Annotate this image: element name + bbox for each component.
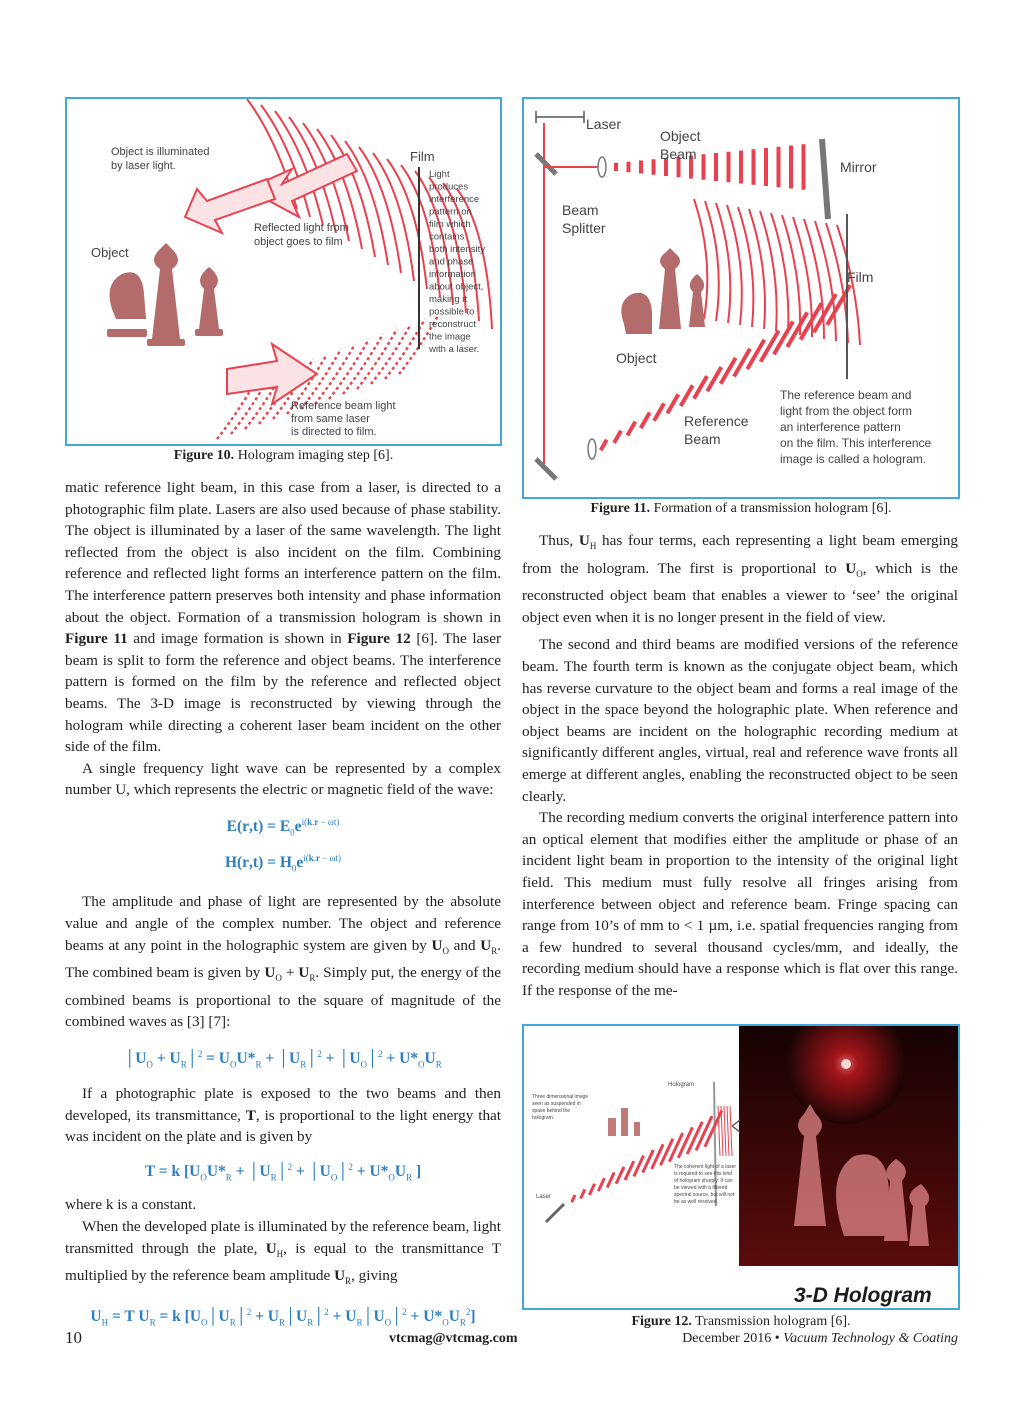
object-beam-stripe bbox=[614, 163, 618, 171]
note-line: The reference beam and bbox=[780, 388, 912, 402]
note-line: Light bbox=[429, 169, 450, 180]
fig10-label-object: Object bbox=[91, 245, 129, 260]
fig12-label-hologram: Hologram bbox=[668, 1082, 695, 1088]
object-beam-stripe bbox=[714, 153, 718, 181]
right-paragraph-1: Thus, $U_H$ has four terms, each representing a light beam emerging from the hologram. The first is proportional to $U_O$, which is the reconstructed object beam that enables a viewer to ‘see’ the original object even when it is no longer present in the field of view. bbox=[522, 532, 958, 626]
reference-beam-stripe bbox=[719, 357, 737, 385]
object-beam-stripe bbox=[764, 148, 768, 186]
reference-beam-stripe bbox=[692, 375, 708, 400]
reference-beam-stripe bbox=[652, 402, 665, 421]
object-beam-stripe bbox=[727, 152, 731, 183]
note-line: space behind the bbox=[532, 1108, 571, 1114]
figure-10-caption: Figure 10. Hologram imaging step [6]. bbox=[173, 448, 394, 463]
left-paragraph-2: A single frequency light wave can be represented by a complex number U, which represents the electric or magnetic field of the wave: bbox=[65, 759, 501, 799]
note-line: film which bbox=[429, 219, 471, 230]
bottom-mirror bbox=[536, 459, 556, 479]
reference-wave bbox=[357, 329, 397, 389]
reference-wave bbox=[329, 339, 369, 399]
left-paragraph-6: When the developed plate is illuminated by the reference beam, light transmitted through the plate, $U_H$, is equal to the transmittance T multiplied by the reference beam amplitude $U_R$, giving bbox=[65, 1217, 501, 1287]
object-beam-stripe bbox=[789, 146, 793, 189]
left-paragraph-5: where k is a constant. bbox=[65, 1196, 197, 1214]
fig11-label-mirror: Mirror bbox=[840, 159, 877, 175]
reference-wave bbox=[371, 324, 411, 384]
object-beam-stripe bbox=[639, 161, 643, 174]
fig10-label-reflected-2: object goes to film bbox=[254, 236, 343, 248]
footer-email[interactable]: vtcmag@vtcmag.com bbox=[389, 1331, 518, 1346]
reference-beam-stripe bbox=[666, 393, 680, 414]
right-paragraph-2: The second and third beams are modified versions of the reference beam. The fourth term is known as the conjugate object beam, which has reverse curvature to the object beam and forms a real image of the object in the space beyond the holographic plate. When reference and object beams are incident on the holographic recording medium at significantly different angles, virtual, real and reference wave fronts all emerge at different angles, enabling the reconstructed object to be seen clearly. bbox=[522, 636, 958, 805]
note-line: on the film. This interference bbox=[780, 436, 932, 450]
note-line: with a laser. bbox=[429, 344, 480, 355]
fig10-label-reference-1: Reference beam light bbox=[291, 400, 396, 412]
note-line: hologram. bbox=[532, 1115, 555, 1121]
note-line: of hologram sharply. It can bbox=[674, 1178, 733, 1184]
fig11-label-object-beam-1: Object bbox=[660, 128, 701, 144]
beam-splitter bbox=[536, 154, 556, 174]
object-beam-stripe bbox=[627, 162, 631, 173]
equation-transmittance: T = k [$U_OU*_R$ + $│U_R│^2$ + $│U_O│^2 + U*_OU_R$ ] bbox=[144, 1162, 422, 1183]
lens-bottom bbox=[588, 439, 596, 459]
reference-beam-stripe bbox=[679, 384, 694, 407]
note-line: about object, bbox=[429, 281, 484, 293]
fig10-label-reference-3: is directed to film. bbox=[291, 426, 377, 438]
lens-top bbox=[598, 157, 606, 177]
fig11-label-beam-splitter-1: Beam bbox=[562, 202, 599, 218]
object-beam-stripe bbox=[702, 154, 706, 180]
fig12-title: 3-D Hologram bbox=[794, 1284, 932, 1307]
fig10-label-reflected-1: Reflected light from bbox=[254, 222, 349, 234]
note-line: light from the object form bbox=[780, 404, 913, 418]
reference-beam-stripe bbox=[599, 439, 608, 451]
figure-11-caption: Figure 11. Formation of a transmission hologram [6]. bbox=[590, 501, 892, 516]
note-line: seen as suspended in bbox=[532, 1101, 581, 1107]
fig10-label-illum-2: by laser light. bbox=[111, 160, 176, 172]
top-mirror bbox=[822, 139, 828, 219]
note-line: and phase bbox=[429, 256, 474, 268]
equation-uh: $U_H = T$ $U_R = k$ [$U_O│U_R│^2$ + $U_R│U_R│^2$ + $U_R│U_O│^2 + U*_OU_R^2$] bbox=[90, 1306, 476, 1327]
note-line: is required to see this kind bbox=[674, 1171, 733, 1177]
equation-e-field: $E(r,t) = E_0e^{i(k.r - \omega t)}$ bbox=[226, 816, 340, 838]
fig11-label-laser: Laser bbox=[586, 116, 622, 132]
note-line: spectral source, but will not bbox=[674, 1192, 735, 1198]
note-line: reconstruct bbox=[429, 319, 476, 330]
note-line: both intensity bbox=[429, 244, 485, 255]
note-line: making it bbox=[429, 294, 468, 305]
fig10-label-reference-2: from same laser bbox=[291, 413, 370, 425]
fig12-label-laser: Laser bbox=[536, 1194, 552, 1200]
figure-12-caption: Figure 12. Transmission hologram [6]. bbox=[631, 1314, 851, 1329]
left-paragraph-3: The amplitude and phase of light are represented by the absolute value and angle of the complex number. The object and reference beams at any point in the holographic system are given by $U_O$ and $U_R$. The combined beam is given by $U_O + U_R$. Simply put, the energy of the combined beams is proportional to the square of magnitude of the combined waves as [3] [7]: bbox=[65, 893, 501, 1031]
fig11-label-beam-splitter-2: Splitter bbox=[562, 220, 606, 236]
figure-12 bbox=[522, 1024, 960, 1310]
note-line: be as well resolved. bbox=[674, 1199, 718, 1205]
fig11-label-reference-1: Reference bbox=[684, 413, 749, 429]
laser-housing bbox=[536, 111, 584, 123]
reference-beam-stripe bbox=[706, 366, 723, 392]
object-beam-stripe bbox=[652, 159, 656, 175]
footer-issue: December 2016 • Vacuum Technology & Coating bbox=[682, 1331, 958, 1346]
figure-10 bbox=[65, 97, 502, 446]
note-line: Three dimensional image bbox=[532, 1094, 589, 1100]
reference-wave bbox=[343, 334, 383, 394]
left-column bbox=[65, 477, 501, 1335]
arrow-reference bbox=[227, 344, 317, 404]
note-line: contains bbox=[429, 231, 465, 243]
left-paragraph-1: matic reference light beam, in this case from a laser, is directed to a photographic film plate. Lasers are also used because of phase stability. The object is illuminated by a laser of the same wavelength. The light reflected from the object is also incident on the film. Combining reference and reflected light forms an interference pattern on the film. The interference pattern preserves both intensity and phase information about the object. Formation of a transmission hologram is shown in Figure 11 and image formation is shown in Figure 12 [6]. The laser beam is split to form the reference and object beams. The interference pattern is formed on the film by the reference and reflected object beams. The 3-D image is reconstructed by viewing through the hologram while directing a coherent laser beam incident on the other side of the film. bbox=[65, 479, 502, 756]
figure-11 bbox=[522, 97, 960, 499]
fig11-label-reference-2: Beam bbox=[684, 431, 721, 447]
note-line: produces bbox=[429, 181, 469, 193]
object-beam-stripe bbox=[752, 149, 756, 185]
fig10-label-film: Film bbox=[410, 149, 435, 164]
note-line: information bbox=[429, 269, 476, 280]
object-beam-stripe bbox=[802, 144, 806, 190]
note-line: interference bbox=[429, 194, 480, 205]
note-line: possible to bbox=[429, 306, 475, 318]
fig11-note bbox=[780, 388, 932, 466]
fig11-label-object: Object bbox=[616, 350, 657, 366]
note-line: an interference pattern bbox=[780, 420, 901, 434]
note-line: image is called a hologram. bbox=[780, 452, 927, 466]
reference-beam-stripe bbox=[612, 430, 622, 444]
object-beam-stripe bbox=[777, 147, 781, 188]
reference-beam-stripe bbox=[626, 421, 637, 437]
note-line: pattern on bbox=[429, 206, 472, 218]
left-paragraph-4: If a photographic plate is exposed to the two beams and then developed, its transmittance, T, is proportional to the light energy that was incident on the plate and is given by bbox=[65, 1085, 501, 1146]
reference-beam-stripe bbox=[639, 411, 651, 429]
right-column bbox=[522, 530, 958, 1002]
note-line: The coherent light of a laser bbox=[674, 1164, 736, 1170]
equation-h-field: $H(r,t) = H_0e^{i(k.r - \omega t)}$ bbox=[224, 853, 342, 874]
fig11-label-object-beam-2: Beam bbox=[660, 146, 697, 162]
reference-wave bbox=[315, 344, 355, 404]
equation-energy: $│U_O$ + $U_R│^2 = U_OU*_R$ + $│U_R│^2$ + $│U_O│^2 + U*_OU_R$ bbox=[124, 1049, 442, 1070]
object-beam-stripe bbox=[739, 151, 743, 184]
chess-pieces bbox=[621, 248, 705, 334]
fig10-film-note bbox=[428, 169, 485, 355]
right-paragraph-3: The recording medium converts the original interference pattern into an optical element that modifies either the amplitude or phase of an incident light beam in proportion to the intensity of the original light field. This medium must fully resolve all fringes arising from interference between object and reference beam. Fringe spacing can range from 10’s of mm to < 1 µm, i.e. spatial frequencies ranging from a few hundred to several thousand cycles/mm, and ideally, the recording medium should have a response which is flat over this range. If the response of the me- bbox=[522, 809, 958, 999]
footer-page-number: 10 bbox=[65, 1328, 82, 1347]
fig11-label-film: Film bbox=[847, 269, 874, 285]
fig10-label-illum-1: Object is illuminated bbox=[111, 146, 210, 158]
note-line: be viewed with a filtered bbox=[674, 1185, 728, 1191]
note-line: the image bbox=[429, 331, 471, 343]
